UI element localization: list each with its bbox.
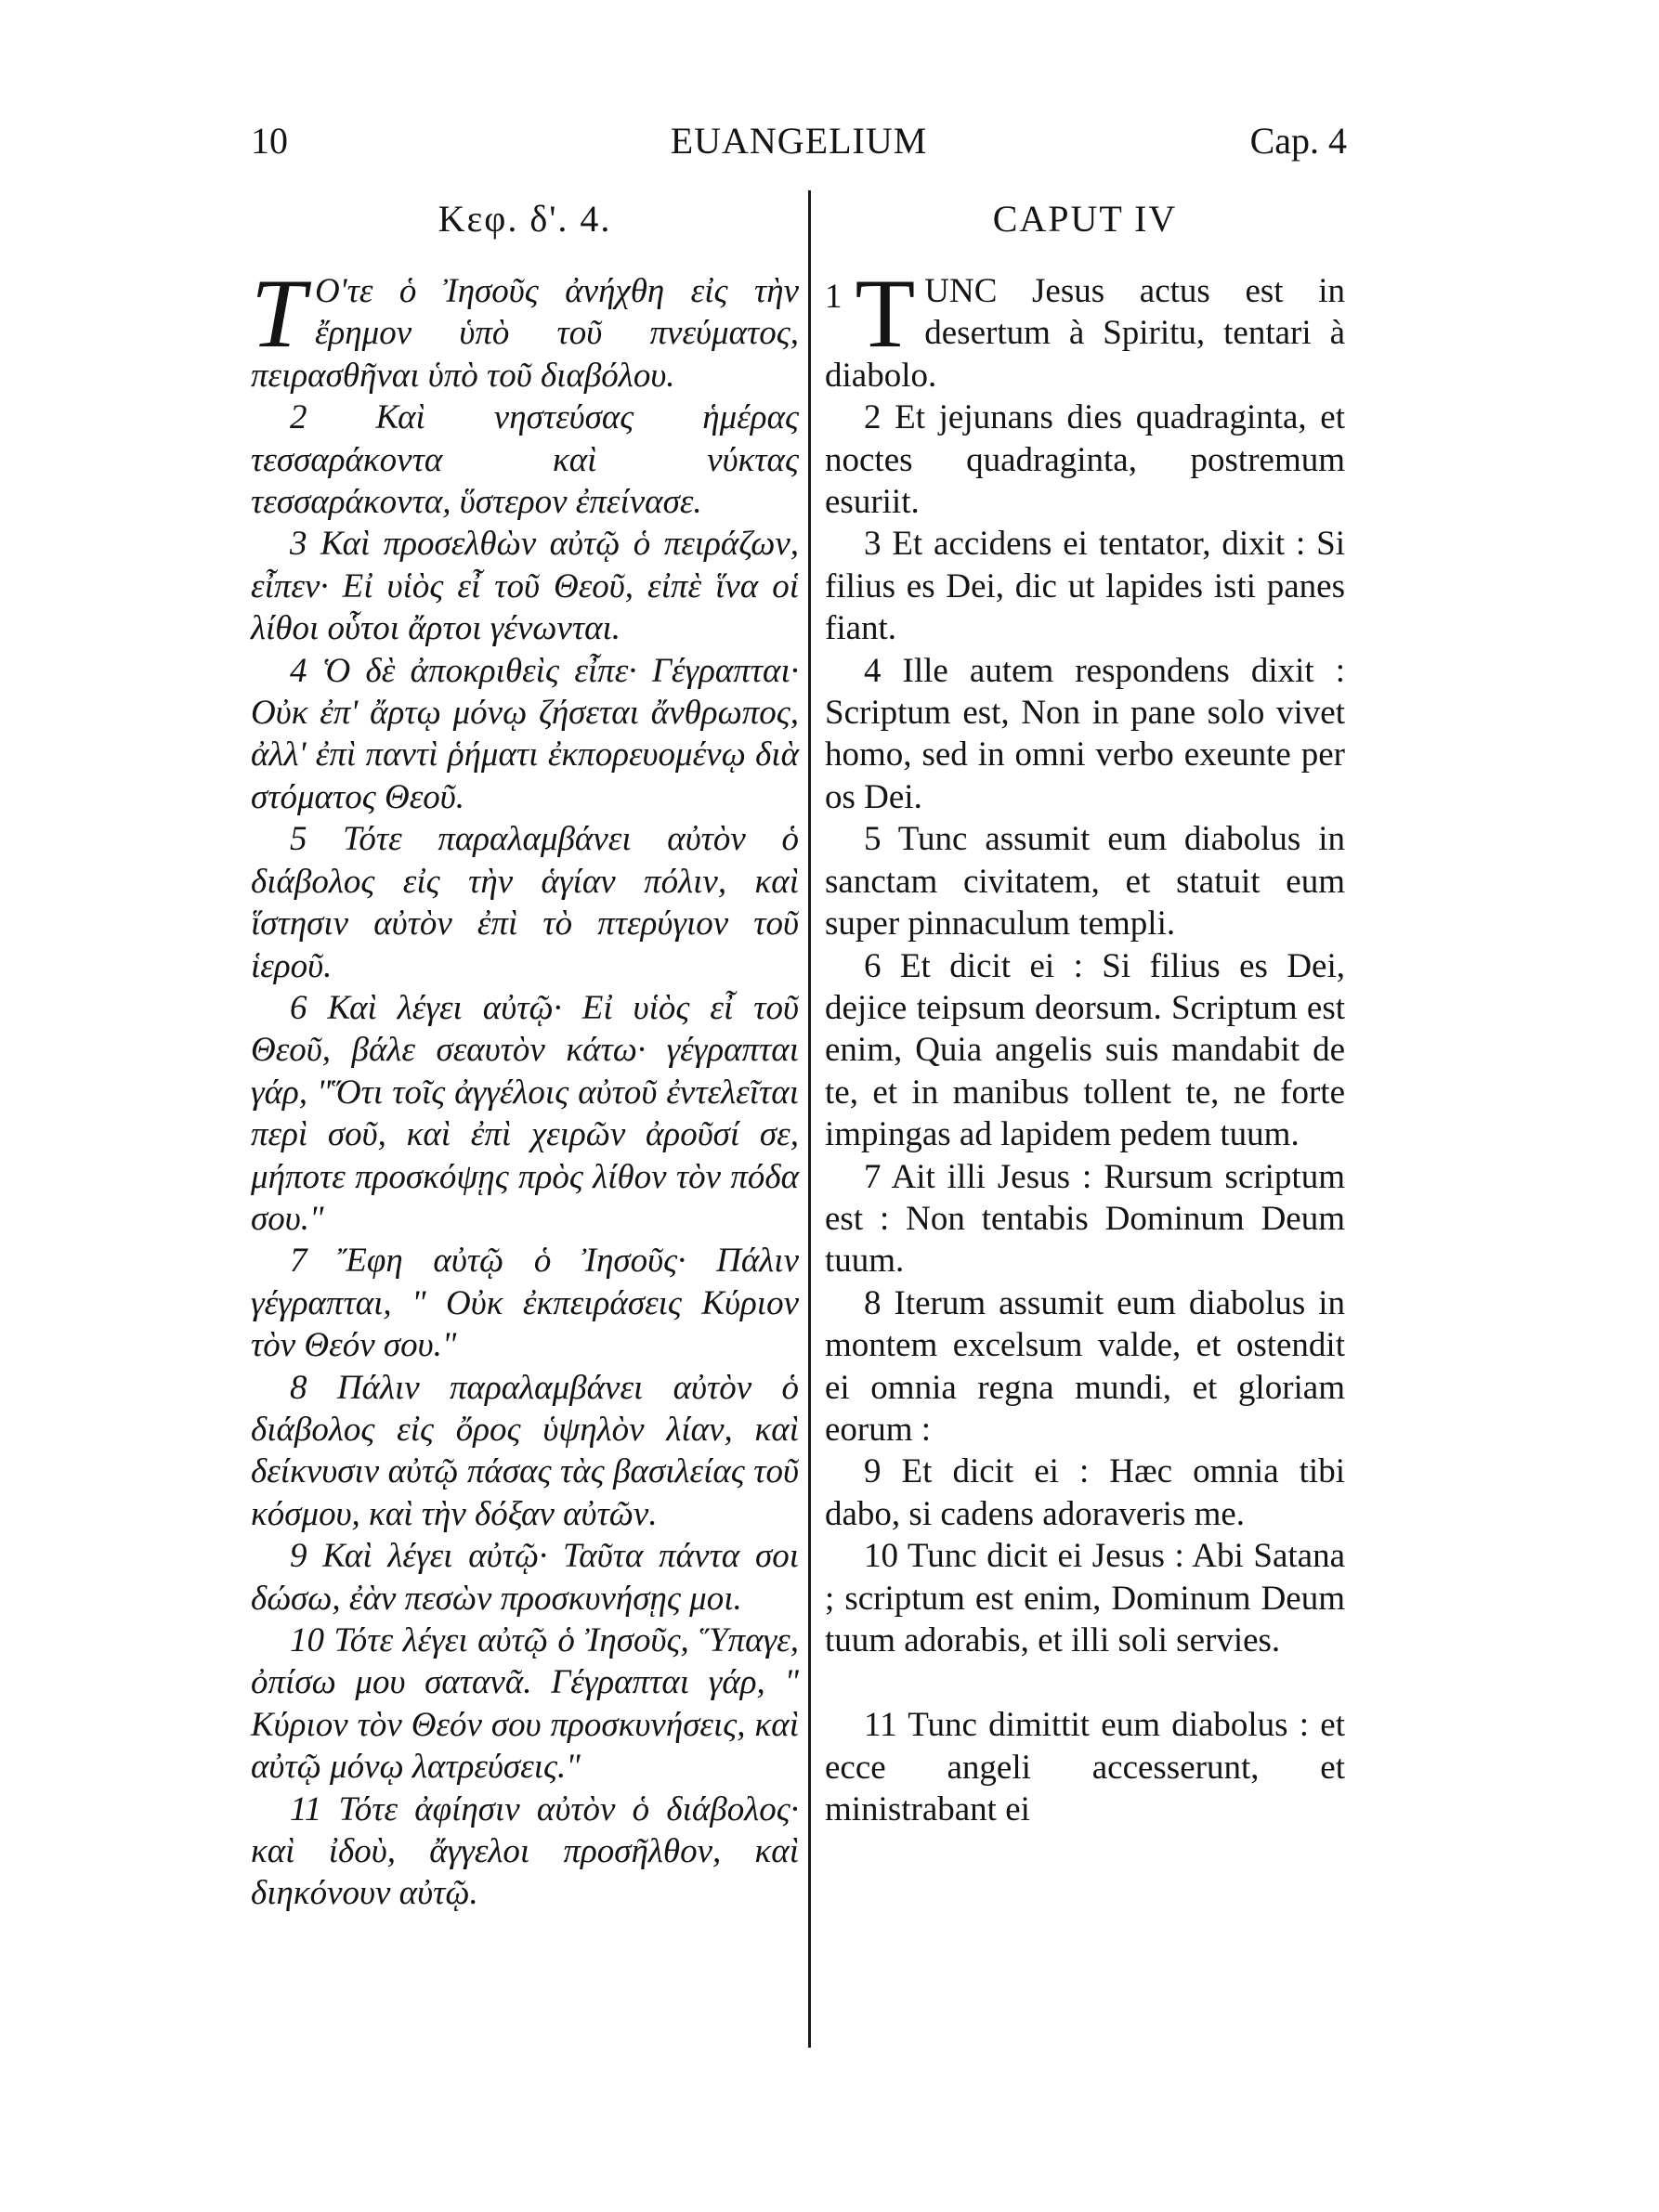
running-title: EUANGELIUM	[670, 120, 928, 162]
verse-number: 4	[290, 651, 307, 690]
verse-text: Et accidens ei tentator, dixit : Si filius es Dei, dic ut lapides isti panes fiant.	[825, 525, 1345, 648]
running-head	[251, 119, 1347, 175]
greek-verse-2	[251, 397, 799, 523]
greek-dropcap: T	[251, 259, 306, 368]
latin-verse-6	[825, 945, 1345, 1156]
greek-verse-8	[251, 1367, 799, 1536]
verse-text: Καὶ νηστεύσας ἡμέρας τεσσαράκοντα καὶ νύκτας τεσσαράκοντα, ὕστερον ἐπείνασε.	[251, 398, 800, 522]
latin-column	[825, 190, 1345, 1831]
verse-text: Ο'τε ὁ Ἰησοῦς ἀνήχθη εἰς τὴν ἔρημον ὑπὸ τοῦ πνεύματος, πειρασθῆναι ὑπὸ τοῦ διαβόλου.	[251, 272, 799, 395]
verse-number: 5	[290, 820, 307, 859]
page-number: 10	[251, 120, 288, 162]
verse-number: 9	[864, 1452, 882, 1491]
greek-verse-6	[251, 987, 799, 1240]
verse-text: Τότε λέγει αὐτῷ ὁ Ἰησοῦς, Ὕπαγε, ὀπίσω μου σατανᾶ. Γέγραπται γάρ, " Κύριον τὸν Θεόν σου προσκυνήσεις, καὶ αὐτῷ μόνῳ λατρεύσεις."	[251, 1621, 800, 1787]
greek-verse-10	[251, 1620, 799, 1789]
latin-dropcap: T	[855, 259, 916, 368]
verse-number: 2	[864, 398, 882, 437]
verse-number: 9	[290, 1537, 307, 1576]
verse-text: Καὶ προσελθὼν αὐτῷ ὁ πειράζων, εἶπεν· Εἰ υἱὸς εἶ τοῦ Θεοῦ, εἰπὲ ἵνα οἱ λίθοι οὗτοι ἄρτοι γένωνται.	[251, 525, 799, 648]
verse-text: Tunc assumit eum diabolus in sanctam civitatem, et statuit eum super pinnaculum templi.	[825, 820, 1345, 943]
verse-number: 11	[290, 1789, 322, 1828]
latin-verse-10	[825, 1535, 1345, 1661]
latin-verse-5	[825, 818, 1345, 944]
verse-number: 7	[864, 1157, 882, 1196]
greek-verses	[251, 259, 800, 1915]
verse-number: 11	[864, 1706, 897, 1745]
greek-column	[251, 190, 799, 1915]
greek-chapter-heading: Κεφ. δ'. 4.	[438, 198, 612, 240]
latin-verse-7	[825, 1156, 1345, 1282]
verse-text: Iterum assumit eum diabolus in montem excelsum valde, et ostendit ei omnia regna mundi, et gloriam eorum :	[825, 1283, 1346, 1449]
greek-verse-5	[251, 818, 799, 987]
latin-chapter-heading: CAPUT IV	[992, 198, 1178, 240]
greek-verse-7	[251, 1240, 799, 1366]
verse-number: 8	[864, 1283, 882, 1322]
latin-verse-2	[825, 397, 1345, 523]
verse-gap	[825, 1661, 1345, 1704]
greek-verse-3	[251, 523, 799, 649]
greek-verse-4	[251, 650, 799, 819]
verse-number: 7	[290, 1242, 307, 1281]
latin-verse-3	[825, 523, 1345, 649]
verse-text: Ὁ δὲ ἀποκριθεὶς εἶπε· Γέγραπται· Οὐκ ἐπ' ἄρτῳ μόνῳ ζήσεται ἄνθρωπος, ἀλλ' ἐπὶ παντὶ ῥήματι ἐκπορευομένῳ διὰ στόματος Θεοῦ.	[251, 651, 800, 816]
verse-number: 3	[290, 525, 307, 564]
verse-text: Καὶ λέγει αὐτῷ· Ταῦτα πάντα σοι δώσω, ἐὰν πεσὼν προσκυνήσῃς μοι.	[251, 1537, 800, 1618]
verse-text: Tunc dimittit eum diabolus : et ecce angeli accesserunt, et ministrabant ei	[825, 1706, 1345, 1829]
verse-number: 1	[825, 278, 843, 316]
greek-verse-11	[251, 1789, 799, 1915]
latin-verse-8	[825, 1282, 1345, 1451]
verse-text: Ἔφη αὐτῷ ὁ Ἰησοῦς· Πάλιν γέγραπται, " Οὐκ ἐκπειράσεις Κύριον τὸν Θεόν σου."	[251, 1242, 800, 1365]
greek-verse-9	[251, 1535, 799, 1620]
verse-text: Πάλιν παραλαμβάνει αὐτὸν ὁ διάβολος εἰς ὄρος ὑψηλὸν λίαν, καὶ δείκνυσιν αὐτῷ πάσας τὰς βασιλείας τοῦ κόσμου, καὶ τὴν δόξαν αὐτῶν.	[251, 1368, 800, 1533]
column-divider	[808, 190, 811, 2048]
latin-verse-4	[825, 650, 1345, 819]
verse-text: Καὶ λέγει αὐτῷ· Εἰ υἱὸς εἶ τοῦ Θεοῦ, βάλε σεαυτὸν κάτω· γέγραπται γάρ, "Ὅτι τοῖς ἀγγέλοις αὐτοῦ ἐντελεῖται περὶ σοῦ, καὶ ἐπὶ χειρῶν ἀροῦσί σε, μήποτε προσκόψῃς πρὸς λίθον τὸν πόδα σου."	[251, 988, 799, 1238]
verse-number: 6	[290, 988, 307, 1027]
greek-verse-1	[251, 259, 799, 397]
latin-verses	[825, 259, 1346, 1831]
verse-number: 3	[864, 525, 882, 564]
verse-number: 8	[290, 1368, 307, 1407]
verse-number: 10	[864, 1537, 898, 1576]
chapter-label: Cap. 4	[1249, 120, 1347, 162]
latin-verse-1	[825, 259, 1345, 397]
verse-text: Tunc dicit ei Jesus : Abi Satana ; scriptum est enim, Dominum Deum tuum adorabis, et illi soli servies.	[825, 1537, 1345, 1659]
verse-number: 4	[864, 651, 882, 690]
verse-text: Et jejunans dies quadraginta, et noctes quadraginta, postremum esuriit.	[825, 398, 1345, 522]
verse-text: Et dicit ei : Hæc omnia tibi dabo, si cadens adoraveris me.	[825, 1452, 1345, 1533]
verse-text: UNC Jesus actus est in desertum à Spiritu, tentari à diabolo.	[825, 272, 1345, 395]
verse-number: 5	[864, 820, 882, 859]
verse-text: Ait illi Jesus : Rursum scriptum est : Non tentabis Dominum Deum tuum.	[825, 1157, 1345, 1281]
verse-number: 10	[290, 1621, 324, 1659]
latin-verse-9	[825, 1451, 1345, 1535]
verse-number: 2	[290, 398, 307, 437]
verse-text: Et dicit ei : Si filius es Dei, dejice teipsum deorsum. Scriptum est enim, Quia angelis suis mandabit de te, et in manibus tollent te, ne forte impingas ad lapidem pedem tuum.	[825, 946, 1345, 1154]
verse-text: Τότε ἀφίησιν αὐτὸν ὁ διάβολος· καὶ ἰδοὺ, ἄγγελοι προσῆλθον, καὶ διηκόνουν αὐτῷ.	[251, 1789, 800, 1913]
verse-text: Τότε παραλαμβάνει αὐτὸν ὁ διάβολος εἰς τὴν ἁγίαν πόλιν, καὶ ἵστησιν αὐτὸν ἐπὶ τὸ πτερύγιον τοῦ ἱεροῦ.	[251, 820, 799, 985]
verse-number: 6	[864, 946, 882, 985]
latin-verse-11	[825, 1704, 1345, 1830]
verse-text: Ille autem respondens dixit : Scriptum est, Non in pane solo vivet homo, sed in omni verbo exeunte per os Dei.	[825, 651, 1345, 816]
